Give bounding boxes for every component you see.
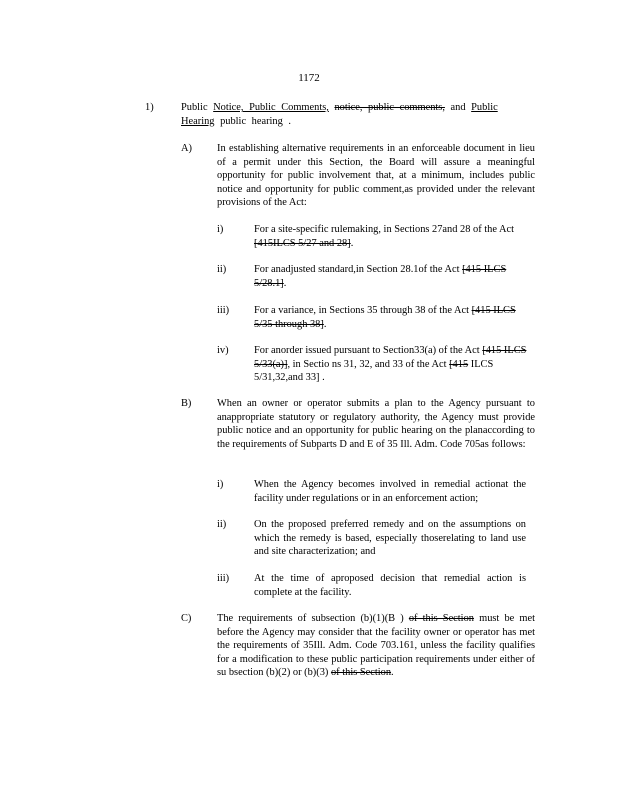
subsection-b-label: B)	[181, 398, 192, 409]
a-item-4-mid: , in Sectio ns 31, 32, and 33 of the Act	[287, 358, 447, 370]
a-item-4-label: iv)	[217, 345, 229, 356]
c-deleted-2: of this Section	[330, 667, 392, 679]
a-item-4-text	[254, 344, 544, 385]
a-item-2-label: ii)	[217, 264, 227, 275]
heading-word-and: and	[450, 102, 466, 113]
a-item-1-pre: For a site-specific rulemaking, in Sections 27and 28 of the Act	[254, 224, 514, 235]
a-item-3-pre: For a variance, in Sections 35 through 38 of the Act	[254, 305, 469, 316]
c-pre: The requirements of subsection (b)(1)(B )	[217, 613, 404, 624]
a-item-4-deleted: [415 ILCS 5/33(a)]	[254, 345, 527, 370]
a-item-1-text	[254, 223, 534, 250]
subsection-a-body: In establishing alternative requirements in an enforceable document in lieu of a permit under this Section, the Board will assure a meaningful opportunity for public involvement that, at a minimum, includes public notice and opportunity for public comment,as provided under the relevant provisions of the Act:	[217, 143, 535, 209]
heading-period: .	[288, 115, 292, 127]
a-item-4-pre: For anorder issued pursuant to Section33(a) of the Act	[254, 345, 480, 356]
c-mid: must be met before the Agency may consider that the facility owner or operator has met the requirements of 35Ill. Adm. Code 703.161, unless the facility qualifies for a modification to these public participation requirements under either of su bsection (b)(2) or (b)(3)	[217, 613, 535, 679]
b-item-1-label: i)	[217, 479, 224, 490]
a-item-2-pre: For anadjusted standard,in Section 28.1of the Act	[254, 264, 460, 275]
a-item-2-text	[254, 263, 534, 290]
subsection-a-label: A)	[181, 143, 192, 154]
a-item-3-deleted: [415 ILCS 5/35 through 38]	[254, 305, 516, 330]
heading-public-hearing: public hearing	[220, 115, 283, 127]
c-deleted: of this Section	[408, 613, 474, 624]
subsection-c-label: C)	[181, 613, 192, 624]
b-item-1-text: When the Agency becomes involved in remedial actionat the facility under regulations or in an enforcement action;	[254, 479, 526, 504]
page-number: 1172	[298, 72, 320, 84]
heading-inserted-hearing: Public Hearing	[181, 102, 498, 127]
b-item-2-label: ii)	[217, 519, 227, 530]
a-item-3-text	[254, 304, 534, 331]
a-item-4-post: ILCS 5/31,32,and 33] .	[254, 358, 494, 384]
b-item-3-text: At the time of aproposed decision that remedial action is complete at the facility.	[254, 573, 526, 598]
a-item-3-post: .	[323, 318, 327, 330]
a-item-2-post: .	[283, 277, 287, 289]
subsection-b-body: When an owner or operator submits a plan to the Agency pursuant to anappropriate statutory or regulatory authority, the Agency must provide public notice and an opportunity for public hearing on the planaccording to the requirements of Subparts D and E of 35 Ill. Adm. Code 705as follows:	[217, 398, 535, 450]
b-item-3-label: iii)	[217, 573, 230, 584]
heading-inserted-notice: Notice, Public Comments,	[213, 102, 329, 113]
a-item-1-deleted: [415ILCS 5/27 and 28]	[254, 237, 351, 249]
a-item-1-post: .	[350, 237, 354, 249]
subsection-c-text	[217, 612, 535, 680]
heading-word-public: Public	[181, 102, 208, 113]
subsection-b-text	[217, 397, 535, 451]
a-item-1-label: i)	[217, 224, 224, 235]
a-item-2-deleted: [415 ILCS 5/28.1]	[254, 264, 507, 289]
b-item-2-text: On the proposed preferred remedy and on the assumptions on which the remedy is based, especially thoserelating to land use and site characterization; and	[254, 519, 526, 558]
a-item-3-label: iii)	[217, 305, 230, 316]
subsection-a-text	[217, 142, 535, 210]
c-post: .	[391, 667, 394, 679]
heading-deleted-notice: notice, public comments,	[334, 102, 445, 113]
item-1-label: 1)	[145, 102, 154, 113]
a-item-4-deleted-2: [415	[449, 358, 469, 370]
item-1-heading	[181, 101, 511, 128]
